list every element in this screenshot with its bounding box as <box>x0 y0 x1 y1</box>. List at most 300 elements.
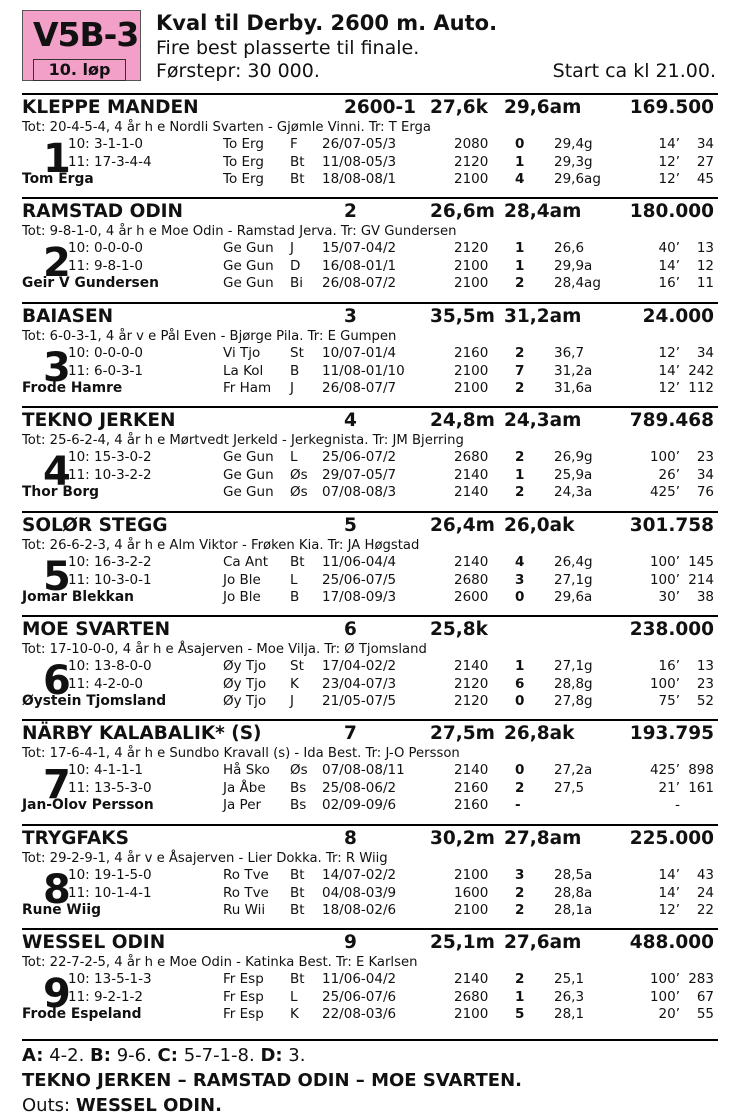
start-driver: Ca Ant <box>223 554 269 570</box>
placement: 0 <box>515 589 525 605</box>
year-stats: 11: 6-0-3-1 <box>68 362 143 379</box>
past-start <box>22 885 718 902</box>
placement: 2 <box>515 902 525 918</box>
race-distance: 2120 <box>454 693 489 709</box>
odds: 145 <box>688 554 714 570</box>
placement: 2 <box>515 484 525 500</box>
odds: 161 <box>688 779 714 796</box>
past-start <box>22 345 718 362</box>
horse-entry <box>22 928 718 1034</box>
winner-gap: 425’ <box>649 762 680 778</box>
total-earnings: 301.758 <box>629 515 714 536</box>
start-driver: Fr Esp <box>223 988 264 1005</box>
race-distance: 2140 <box>454 554 489 570</box>
record-time: 26,6m <box>430 201 495 222</box>
km-time: 28,5a <box>554 867 593 883</box>
past-start <box>22 154 718 171</box>
race-date: 25/08-06/2 <box>322 779 397 796</box>
race-distance: 1600 <box>454 884 489 901</box>
placement: 0 <box>515 762 525 778</box>
race-date: 18/08-02/6 <box>322 902 397 918</box>
year-stats: 11: 10-1-4-1 <box>68 884 152 901</box>
record-time-auto: 31,2am <box>504 306 582 327</box>
placement: 2 <box>515 971 525 987</box>
odds: 11 <box>696 275 714 291</box>
driver-name: Jan-Olov Persson <box>22 797 154 813</box>
placement: 6 <box>515 675 525 692</box>
race-distance: 2160 <box>454 345 489 361</box>
rank-label-d: D: <box>260 1045 283 1066</box>
start-driver: Ja Åbe <box>223 779 266 796</box>
race-date: 07/08-08/3 <box>322 484 397 500</box>
start-distance: 4 <box>344 410 357 431</box>
year-stats: 10: 0-0-0-0 <box>68 345 143 361</box>
winner-gap: 14’ <box>658 867 680 883</box>
equipment: Øs <box>290 484 308 500</box>
race-distance: 2140 <box>454 466 489 483</box>
rank-value-b: 9-6. <box>110 1045 158 1066</box>
winner-gap: 100’ <box>649 571 680 588</box>
placement: 4 <box>515 171 525 187</box>
past-start <box>22 136 718 153</box>
equipment: Øs <box>290 466 308 483</box>
race-code: V5B-3 <box>33 15 139 54</box>
race-distance: 2140 <box>454 762 489 778</box>
driver-name: Øystein Tjomsland <box>22 693 167 709</box>
race-date: 26/08-07/2 <box>322 275 397 291</box>
winner-gap: 14’ <box>658 362 680 379</box>
race-date: 25/06-07/2 <box>322 449 397 465</box>
past-start <box>22 554 718 571</box>
start-driver: Ro Tve <box>223 884 269 901</box>
winner-gap: 40’ <box>658 240 680 256</box>
odds: 22 <box>696 902 714 918</box>
winner-gap: 12’ <box>658 171 680 187</box>
rank-value-d: 3. <box>282 1045 306 1066</box>
placement: 2 <box>515 449 525 465</box>
winner-gap: 16’ <box>658 658 680 674</box>
placement: - <box>515 797 521 813</box>
start-driver: Fr Esp <box>223 1006 264 1022</box>
start-driver: Hå Sko <box>223 762 270 778</box>
km-time: 25,1 <box>554 971 585 987</box>
race-date: 02/09-09/6 <box>322 797 397 813</box>
start-driver: Øy Tjo <box>223 675 267 692</box>
race-date: 18/08-08/1 <box>322 171 397 187</box>
year-stats: 11: 10-3-0-1 <box>68 571 152 588</box>
horse-name: KLEPPE MANDEN <box>22 97 199 118</box>
horse-entry <box>22 197 718 303</box>
race-date: 11/08-05/3 <box>322 153 397 170</box>
placement: 1 <box>515 257 525 274</box>
driver-name: Rune Wiig <box>22 902 101 918</box>
placement: 3 <box>515 867 525 883</box>
horse-name: NÄRBY KALABALIK* (S) <box>22 723 262 744</box>
year-stats: 10: 13-5-1-3 <box>68 971 152 987</box>
race-badge <box>22 10 141 81</box>
race-distance: 2100 <box>454 867 489 883</box>
placement: 3 <box>515 571 525 588</box>
race-date: 21/05-07/5 <box>322 693 397 709</box>
equipment: J <box>290 693 294 709</box>
winner-gap: 425’ <box>649 484 680 500</box>
horse-header <box>22 515 718 537</box>
placement: 1 <box>515 153 525 170</box>
race-distance: 2160 <box>454 779 489 796</box>
race-distance: 2100 <box>454 362 489 379</box>
km-time: 27,1g <box>554 658 593 674</box>
record-time: 25,8k <box>430 619 488 640</box>
race-subtitle: Fire best plasserte til finale. <box>156 37 420 59</box>
horse-header <box>22 828 718 850</box>
km-time: 26,3 <box>554 988 585 1005</box>
placement: 2 <box>515 345 525 361</box>
odds: 43 <box>696 867 714 883</box>
race-distance: 2120 <box>454 153 489 170</box>
horse-name: RAMSTAD ODIN <box>22 201 184 222</box>
horse-pedigree: Tot: 17-6-4-1, 4 år h e Sundbo Kravall (s) - Ida Best. Tr: J-O Persson <box>22 746 460 761</box>
equipment: Bt <box>290 902 305 918</box>
record-time-auto: 26,8ak <box>504 723 575 744</box>
race-date: 04/08-03/9 <box>322 884 397 901</box>
race-distance: 2100 <box>454 275 489 291</box>
start-driver: Ge Gun <box>223 484 274 500</box>
start-distance: 3 <box>344 306 357 327</box>
equipment: Bs <box>290 797 307 813</box>
record-time: 35,5m <box>430 306 495 327</box>
odds: 55 <box>696 1006 714 1022</box>
past-start <box>22 258 718 275</box>
race-distance: 2600 <box>454 589 489 605</box>
start-driver: Øy Tjo <box>223 658 267 674</box>
start-driver: Ge Gun <box>223 275 274 291</box>
winner-gap: 16’ <box>658 275 680 291</box>
winner-gap: 75’ <box>658 693 680 709</box>
start-number: 3 <box>43 345 71 391</box>
race-date: 14/07-02/2 <box>322 867 397 883</box>
start-driver: Øy Tjo <box>223 693 267 709</box>
record-time-auto: 29,6am <box>504 97 582 118</box>
horse-name: MOE SVARTEN <box>22 619 171 640</box>
km-time: 24,3a <box>554 484 593 500</box>
start-distance: 6 <box>344 619 357 640</box>
km-time: 28,8g <box>554 675 593 692</box>
horse-header <box>22 932 718 954</box>
start-driver: Ge Gun <box>223 466 274 483</box>
winner-gap: 14’ <box>658 257 680 274</box>
race-distance: 2160 <box>454 797 489 813</box>
rank-value-a: 4-2. <box>43 1045 91 1066</box>
equipment: Bi <box>290 275 304 291</box>
km-time: 27,2a <box>554 762 593 778</box>
year-stats: 10: 4-1-1-1 <box>68 762 143 778</box>
km-time: 29,6a <box>554 589 593 605</box>
rank-value-c: 5-7-1-8. <box>177 1045 261 1066</box>
outs-label: Outs: <box>22 1095 76 1116</box>
odds: 67 <box>696 988 714 1005</box>
equipment: Bt <box>290 554 305 570</box>
driver-name: Frode Espeland <box>22 1006 142 1022</box>
horse-pedigree: Tot: 6-0-3-1, 4 år v e Pål Even - Bjørge Pila. Tr: E Gumpen <box>22 329 397 344</box>
record-time: 30,2m <box>430 828 495 849</box>
race-distance: 2680 <box>454 449 489 465</box>
race-header <box>22 10 718 88</box>
past-start <box>22 467 718 484</box>
placement: 4 <box>515 554 525 570</box>
year-stats: 11: 10-3-2-2 <box>68 466 152 483</box>
equipment: L <box>290 571 298 588</box>
horse-pedigree: Tot: 26-6-2-3, 4 år h e Alm Viktor - Frøken Kia. Tr: JA Høgstad <box>22 538 420 553</box>
driver-name: Tom Erga <box>22 171 94 187</box>
placement: 5 <box>515 1006 525 1022</box>
total-earnings: 169.500 <box>629 97 714 118</box>
race-date: 17/08-09/3 <box>322 589 397 605</box>
race-date: 11/08-01/10 <box>322 362 405 379</box>
record-time-auto: 24,3am <box>504 410 582 431</box>
first-prize: Førstepr: 30 000. <box>156 60 320 82</box>
race-date: 11/06-04/2 <box>322 971 397 987</box>
start-number: 1 <box>43 136 71 182</box>
start-driver: Jo Ble <box>223 571 261 588</box>
horse-pedigree: Tot: 22-7-2-5, 4 år h e Moe Odin - Katinka Best. Tr: E Karlsen <box>22 955 418 970</box>
start-driver: Ge Gun <box>223 240 274 256</box>
race-date: 29/07-05/7 <box>322 466 397 483</box>
equipment: Øs <box>290 762 308 778</box>
race-number: 10. løp <box>33 59 126 81</box>
race-distance: 2100 <box>454 257 489 274</box>
winner-gap: 100’ <box>649 971 680 987</box>
winner-gap: 30’ <box>658 589 680 605</box>
placement: 2 <box>515 779 525 796</box>
horse-header <box>22 97 718 119</box>
year-stats: 11: 4-2-0-0 <box>68 675 143 692</box>
race-date: 10/07-01/4 <box>322 345 397 361</box>
past-start <box>22 484 718 501</box>
km-time: 31,6a <box>554 380 593 396</box>
odds: 283 <box>688 971 714 987</box>
rank-line <box>22 1045 305 1067</box>
equipment: L <box>290 988 298 1005</box>
past-start <box>22 171 718 188</box>
rank-label-a: A: <box>22 1045 44 1066</box>
record-time-auto: 28,4am <box>504 201 582 222</box>
record-time-auto: 26,0ak <box>504 515 575 536</box>
equipment: L <box>290 449 298 465</box>
equipment: Bt <box>290 971 305 987</box>
horse-pedigree: Tot: 17-10-0-0, 4 år h e Åsajerven - Moe Vilja. Tr: Ø Tjomsland <box>22 642 427 657</box>
race-distance: 2080 <box>454 136 489 152</box>
km-time: 28,4ag <box>554 275 601 291</box>
placement: 7 <box>515 362 525 379</box>
total-earnings: 180.000 <box>629 201 714 222</box>
km-time: 28,8a <box>554 884 593 901</box>
past-start <box>22 676 718 693</box>
horse-header <box>22 619 718 641</box>
odds: 34 <box>696 136 714 152</box>
placement: 1 <box>515 466 525 483</box>
year-stats: 10: 19-1-5-0 <box>68 867 152 883</box>
horse-name: TRYGFAKS <box>22 828 129 849</box>
race-date: 07/08-08/11 <box>322 762 405 778</box>
total-earnings: 238.000 <box>629 619 714 640</box>
total-earnings: 24.000 <box>642 306 714 327</box>
odds: 23 <box>696 675 714 692</box>
km-time: 27,1g <box>554 571 593 588</box>
start-driver: Fr Esp <box>223 971 264 987</box>
race-distance: 2100 <box>454 1006 489 1022</box>
km-time: 29,3g <box>554 153 593 170</box>
start-distance: 7 <box>344 723 357 744</box>
horse-entry <box>22 615 718 721</box>
record-time: 26,4m <box>430 515 495 536</box>
start-driver: To Erg <box>223 136 264 152</box>
equipment: K <box>290 675 299 692</box>
past-start <box>22 780 718 797</box>
start-distance: 8 <box>344 828 357 849</box>
start-number: 8 <box>43 867 71 913</box>
odds: 23 <box>696 449 714 465</box>
start-driver: Ro Tve <box>223 867 269 883</box>
start-distance: 2 <box>344 201 357 222</box>
record-time: 27,5m <box>430 723 495 744</box>
driver-name: Geir V Gundersen <box>22 275 159 291</box>
past-start <box>22 902 718 919</box>
record-time: 27,6k <box>430 97 488 118</box>
odds: 76 <box>696 484 714 500</box>
past-start <box>22 989 718 1006</box>
placement: 2 <box>515 380 525 396</box>
equipment: Bt <box>290 171 305 187</box>
km-time: 36,7 <box>554 345 585 361</box>
winner-gap: 100’ <box>649 988 680 1005</box>
driver-name: Jomar Blekkan <box>22 589 134 605</box>
horse-entry <box>22 719 718 825</box>
past-start <box>22 449 718 466</box>
km-time: 27,5 <box>554 779 585 796</box>
km-time: 29,6ag <box>554 171 601 187</box>
year-stats: 11: 9-2-1-2 <box>68 988 143 1005</box>
odds: 112 <box>688 380 714 396</box>
km-time: 26,4g <box>554 554 593 570</box>
horse-name: WESSEL ODIN <box>22 932 166 953</box>
year-stats: 10: 13-8-0-0 <box>68 658 152 674</box>
km-time: 25,9a <box>554 466 593 483</box>
equipment: J <box>290 240 294 256</box>
race-distance: 2680 <box>454 988 489 1005</box>
equipment: F <box>290 136 298 152</box>
horse-entry <box>22 302 718 408</box>
total-earnings: 193.795 <box>629 723 714 744</box>
race-date: 16/08-01/1 <box>322 257 397 274</box>
equipment: St <box>290 345 304 361</box>
year-stats: 11: 9-8-1-0 <box>68 257 143 274</box>
race-distance: 2680 <box>454 571 489 588</box>
driver-name: Frode Hamre <box>22 380 123 396</box>
equipment: St <box>290 658 304 674</box>
horse-header <box>22 306 718 328</box>
horse-pedigree: Tot: 29-2-9-1, 4 år v e Åsajerven - Lier Dokka. Tr: R Wiig <box>22 851 388 866</box>
equipment: B <box>290 362 300 379</box>
race-distance: 2140 <box>454 484 489 500</box>
winner-gap: 100’ <box>649 554 680 570</box>
horse-entry <box>22 824 718 930</box>
past-start <box>22 867 718 884</box>
year-stats: 10: 3-1-1-0 <box>68 136 143 152</box>
past-start <box>22 380 718 397</box>
race-distance: 2140 <box>454 971 489 987</box>
start-driver: La Kol <box>223 362 264 379</box>
total-earnings: 225.000 <box>629 828 714 849</box>
start-driver: Ge Gun <box>223 449 274 465</box>
record-time-auto: 27,6am <box>504 932 582 953</box>
year-stats: 10: 16-3-2-2 <box>68 554 152 570</box>
race-date: 22/08-03/6 <box>322 1006 397 1022</box>
horse-header <box>22 201 718 223</box>
km-time: 26,9g <box>554 449 593 465</box>
horse-header <box>22 410 718 432</box>
rank-label-c: C: <box>157 1045 178 1066</box>
race-date: 25/06-07/5 <box>322 571 397 588</box>
winner-gap: 100’ <box>649 675 680 692</box>
horse-entry <box>22 93 718 199</box>
winner-gap: 26’ <box>658 466 680 483</box>
km-time: 28,1 <box>554 1006 585 1022</box>
start-number: 7 <box>43 762 71 808</box>
km-time: 29,4g <box>554 136 593 152</box>
horse-entry <box>22 511 718 617</box>
odds: 898 <box>688 762 714 778</box>
odds: 27 <box>696 153 714 170</box>
equipment: D <box>290 257 301 274</box>
winner-gap: 12’ <box>658 153 680 170</box>
odds: 24 <box>696 884 714 901</box>
start-number: 6 <box>43 658 71 704</box>
equipment: Bt <box>290 884 305 901</box>
odds: 34 <box>696 345 714 361</box>
year-stats: 10: 15-3-0-2 <box>68 449 152 465</box>
record-time: 25,1m <box>430 932 495 953</box>
past-start <box>22 363 718 380</box>
outs-line <box>22 1095 222 1117</box>
race-date: 26/07-05/3 <box>322 136 397 152</box>
record-time-auto: 27,8am <box>504 828 582 849</box>
odds: 13 <box>696 658 714 674</box>
outs-value: WESSEL ODIN. <box>75 1095 222 1116</box>
equipment: Bt <box>290 153 305 170</box>
record-time: 24,8m <box>430 410 495 431</box>
km-time: 28,1a <box>554 902 593 918</box>
race-date: 26/08-07/7 <box>322 380 397 396</box>
winner-gap: 100’ <box>649 449 680 465</box>
winner-gap: 14’ <box>658 136 680 152</box>
equipment: B <box>290 589 300 605</box>
year-stats: 11: 17-3-4-4 <box>68 153 152 170</box>
winner-gap: 12’ <box>658 380 680 396</box>
km-time: 26,6 <box>554 240 585 256</box>
tips-line: TEKNO JERKEN – RAMSTAD ODIN – MOE SVARTEN. <box>22 1070 522 1091</box>
past-start <box>22 572 718 589</box>
year-stats: 10: 0-0-0-0 <box>68 240 143 256</box>
tips-footer <box>22 1039 718 1116</box>
equipment: Bt <box>290 867 305 883</box>
race-date: 25/06-07/6 <box>322 988 397 1005</box>
placement: 2 <box>515 275 525 291</box>
start-driver: Jo Ble <box>223 589 261 605</box>
start-driver: Ja Per <box>223 797 262 813</box>
winner-gap: 20’ <box>658 1006 680 1022</box>
km-time: 27,8g <box>554 693 593 709</box>
km-time: 31,2a <box>554 362 593 379</box>
